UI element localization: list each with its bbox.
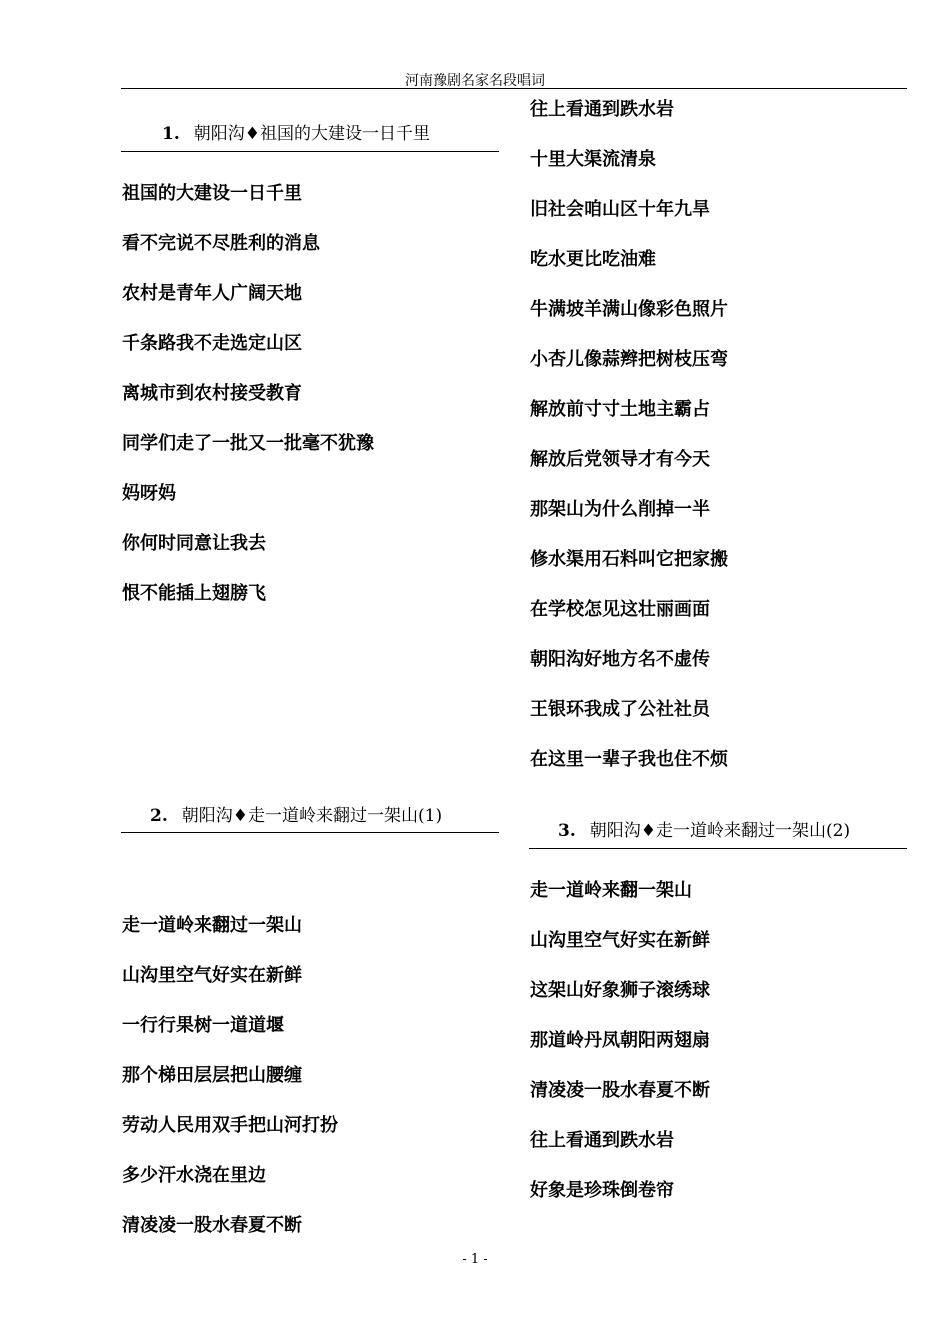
lyric-line: 走一道岭来翻一架山 [530,880,692,901]
lyric-line: 在学校怎见这壮丽画面 [530,599,710,620]
lyric-line: 你何时同意让我去 [122,533,266,554]
lyric-line: 在这里一辈子我也住不烦 [530,749,728,770]
lyric-line: 修水渠用石料叫它把家搬 [530,549,728,570]
lyric-line: 一行行果树一道道堰 [122,1015,284,1036]
lyric-line: 十里大渠流清泉 [530,149,656,170]
lyric-line: 清凌凌一股水春夏不断 [530,1080,710,1101]
section-3-lyrics [530,880,710,1230]
lyric-line: 朝阳沟好地方名不虚传 [530,649,710,670]
lyric-line: 千条路我不走选定山区 [122,333,302,354]
lyric-line: 好象是珍珠倒卷帘 [530,1180,674,1201]
lyric-line: 清凌凌一股水春夏不断 [122,1215,302,1236]
section-number: 1. [162,124,180,144]
lyric-line: 解放前寸寸土地主霸占 [530,399,710,420]
section-1-lyrics [122,183,374,633]
lyric-line: 这架山好象狮子滚绣球 [530,980,710,1001]
lyric-line: 牛满坡羊满山像彩色照片 [530,299,728,320]
lyric-line: 同学们走了一批又一批毫不犹豫 [122,433,374,454]
lyric-line: 离城市到农村接受教育 [122,383,302,404]
lyric-line: 那架山为什么削掉一半 [530,499,710,520]
section-3-title [558,816,850,841]
lyric-line: 恨不能插上翅膀飞 [122,583,266,604]
page-number: - 1 - [462,1252,488,1267]
section-number: 2. [150,806,168,826]
section-number: 3. [558,821,576,841]
lyric-line: 妈呀妈 [122,483,176,504]
section-2-lyrics [122,915,338,1265]
section-1-title [162,119,430,144]
lyric-line: 往上看通到跌水岩 [530,99,674,120]
lyric-line: 解放后党领导才有今天 [530,449,710,470]
lyric-line: 王银环我成了公社社员 [530,699,710,720]
lyric-line: 吃水更比吃油难 [530,249,656,270]
lyric-line: 多少汗水浇在里边 [122,1165,266,1186]
lyric-line: 往上看通到跌水岩 [530,1130,674,1151]
lyric-line: 小杏儿像蒜辫把树枝压弯 [530,349,728,370]
section-title-text: 朝阳沟♦走一道岭来翻过一架山(1) [181,806,443,826]
header-rule [121,88,907,89]
section-2-rule [121,832,499,833]
lyric-line: 走一道岭来翻过一架山 [122,915,302,936]
section-title-text: 朝阳沟♦祖国的大建设一日千里 [193,124,430,144]
lyric-line: 祖国的大建设一日千里 [122,183,302,204]
lyric-line: 山沟里空气好实在新鲜 [530,930,710,951]
section-3-rule [529,848,907,849]
section-title-text: 朝阳沟♦走一道岭来翻过一架山(2) [589,821,851,841]
section-1-lyrics-continued [530,99,728,799]
lyric-line: 那个梯田层层把山腰缠 [122,1065,302,1086]
lyric-line: 农村是青年人广阔天地 [122,283,302,304]
lyric-line: 旧社会咱山区十年九旱 [530,199,710,220]
lyric-line: 看不完说不尽胜利的消息 [122,233,320,254]
lyric-line: 劳动人民用双手把山河打扮 [122,1115,338,1136]
lyric-line: 那道岭丹凤朝阳两翅扇 [530,1030,710,1051]
lyric-line: 山沟里空气好实在新鲜 [122,965,302,986]
page-header: 河南豫剧名家名段唱词 [405,73,545,89]
section-1-rule [121,151,499,152]
section-2-title [150,801,442,826]
